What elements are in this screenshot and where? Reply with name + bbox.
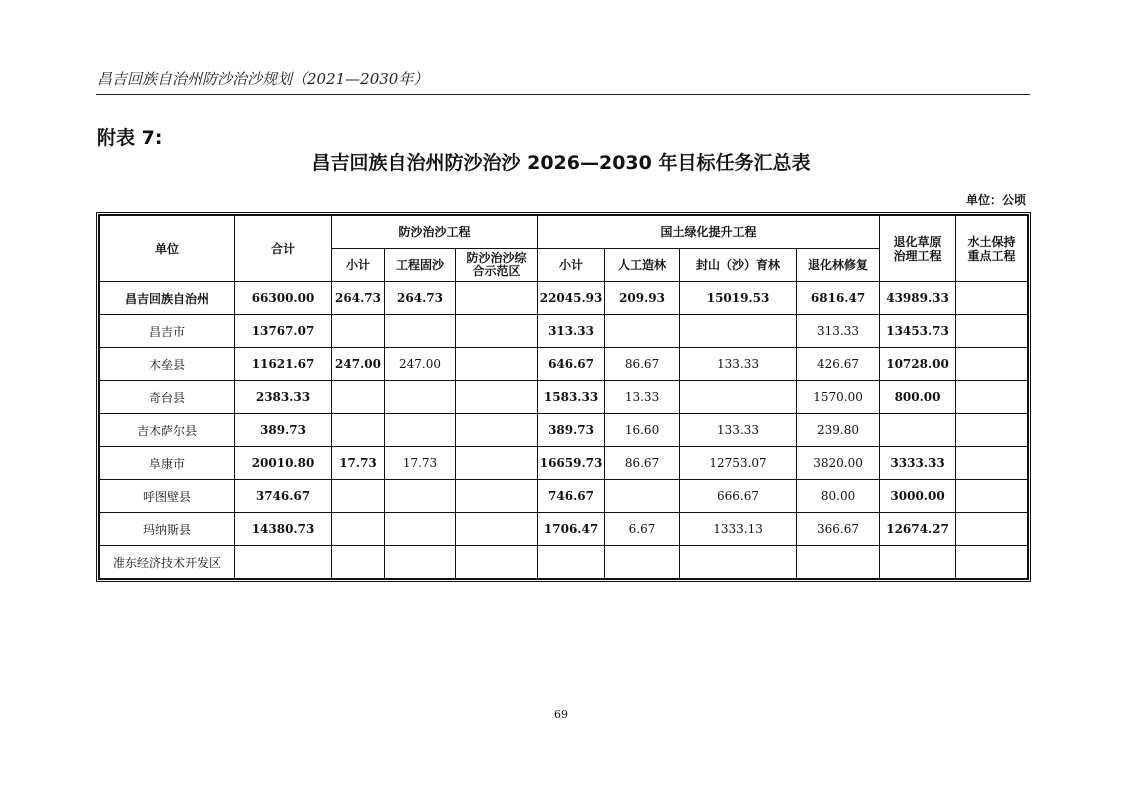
cell-sand-subtotal bbox=[332, 546, 385, 579]
header-sand-subtotal: 小计 bbox=[332, 249, 385, 282]
cell-green-subtotal: 389.73 bbox=[538, 414, 605, 447]
cell-sand-fixing bbox=[385, 381, 456, 414]
cell-soil bbox=[956, 315, 1028, 348]
cell-afforestation: 86.67 bbox=[605, 348, 680, 381]
header-soil-line1: 水土保持 bbox=[967, 234, 1016, 249]
header-grassland bbox=[880, 216, 956, 282]
cell-total bbox=[235, 546, 332, 579]
cell-afforestation: 13.33 bbox=[605, 381, 680, 414]
cell-closure: 12753.07 bbox=[680, 447, 797, 480]
table-row bbox=[100, 480, 1028, 513]
table-row bbox=[100, 315, 1028, 348]
cell-grassland: 3000.00 bbox=[880, 480, 956, 513]
table-frame bbox=[96, 212, 1031, 582]
header-grassland-line2: 治理工程 bbox=[893, 248, 942, 263]
table-row bbox=[100, 447, 1028, 480]
cell-degraded-forest: 426.67 bbox=[797, 348, 880, 381]
cell-unit: 呼图壁县 bbox=[100, 480, 235, 513]
header-sand-fixing: 工程固沙 bbox=[385, 249, 456, 282]
header-greening-group: 国土绿化提升工程 bbox=[538, 216, 880, 249]
cell-soil bbox=[956, 414, 1028, 447]
cell-sand-fixing bbox=[385, 513, 456, 546]
cell-sand-demo bbox=[456, 315, 538, 348]
cell-unit: 玛纳斯县 bbox=[100, 513, 235, 546]
cell-green-subtotal: 313.33 bbox=[538, 315, 605, 348]
cell-sand-subtotal: 247.00 bbox=[332, 348, 385, 381]
cell-unit: 昌吉市 bbox=[100, 315, 235, 348]
cell-degraded-forest: 366.67 bbox=[797, 513, 880, 546]
cell-total: 14380.73 bbox=[235, 513, 332, 546]
cell-sand-subtotal: 264.73 bbox=[332, 282, 385, 315]
table-row bbox=[100, 381, 1028, 414]
header-unit: 单位 bbox=[100, 216, 235, 282]
cell-unit: 准东经济技术开发区 bbox=[100, 546, 235, 579]
cell-soil bbox=[956, 546, 1028, 579]
cell-sand-subtotal bbox=[332, 513, 385, 546]
cell-soil bbox=[956, 282, 1028, 315]
page-number: 69 bbox=[554, 708, 568, 721]
table-row bbox=[100, 546, 1028, 579]
cell-green-subtotal: 1583.33 bbox=[538, 381, 605, 414]
cell-green-subtotal bbox=[538, 546, 605, 579]
header-green-subtotal: 小计 bbox=[538, 249, 605, 282]
cell-afforestation bbox=[605, 546, 680, 579]
cell-green-subtotal: 646.67 bbox=[538, 348, 605, 381]
cell-closure: 1333.13 bbox=[680, 513, 797, 546]
cell-soil bbox=[956, 381, 1028, 414]
cell-sand-demo bbox=[456, 546, 538, 579]
cell-grassland: 13453.73 bbox=[880, 315, 956, 348]
cell-sand-subtotal bbox=[332, 480, 385, 513]
cell-soil bbox=[956, 480, 1028, 513]
cell-total: 2383.33 bbox=[235, 381, 332, 414]
header-soil bbox=[956, 216, 1028, 282]
cell-degraded-forest: 3820.00 bbox=[797, 447, 880, 480]
running-header: 昌吉回族自治州防沙治沙规划（2021—2030年） bbox=[97, 70, 429, 88]
cell-sand-demo bbox=[456, 381, 538, 414]
cell-sand-demo bbox=[456, 348, 538, 381]
cell-sand-fixing: 264.73 bbox=[385, 282, 456, 315]
cell-afforestation bbox=[605, 315, 680, 348]
cell-sand-demo bbox=[456, 447, 538, 480]
cell-total: 11621.67 bbox=[235, 348, 332, 381]
cell-soil bbox=[956, 513, 1028, 546]
cell-total: 389.73 bbox=[235, 414, 332, 447]
cell-unit: 阜康市 bbox=[100, 447, 235, 480]
cell-grassland bbox=[880, 546, 956, 579]
cell-afforestation bbox=[605, 480, 680, 513]
cell-degraded-forest: 239.80 bbox=[797, 414, 880, 447]
header-afforestation: 人工造林 bbox=[605, 249, 680, 282]
cell-degraded-forest: 313.33 bbox=[797, 315, 880, 348]
header-grassland-line1: 退化草原 bbox=[893, 234, 942, 249]
cell-sand-fixing: 247.00 bbox=[385, 348, 456, 381]
cell-closure bbox=[680, 381, 797, 414]
cell-soil bbox=[956, 348, 1028, 381]
cell-sand-demo bbox=[456, 282, 538, 315]
cell-closure bbox=[680, 315, 797, 348]
cell-grassland: 10728.00 bbox=[880, 348, 956, 381]
cell-sand-subtotal bbox=[332, 315, 385, 348]
header-total: 合计 bbox=[235, 216, 332, 282]
cell-green-subtotal: 746.67 bbox=[538, 480, 605, 513]
cell-degraded-forest: 1570.00 bbox=[797, 381, 880, 414]
cell-degraded-forest: 6816.47 bbox=[797, 282, 880, 315]
cell-degraded-forest: 80.00 bbox=[797, 480, 880, 513]
cell-sand-fixing bbox=[385, 546, 456, 579]
header-sand-demo-line1: 防沙治沙综 bbox=[466, 251, 527, 265]
cell-sand-fixing bbox=[385, 480, 456, 513]
table-title: 昌吉回族自治州防沙治沙 2026—2030 年目标任务汇总表 bbox=[311, 152, 811, 174]
cell-grassland: 43989.33 bbox=[880, 282, 956, 315]
cell-total: 66300.00 bbox=[235, 282, 332, 315]
cell-unit: 木垒县 bbox=[100, 348, 235, 381]
cell-closure bbox=[680, 546, 797, 579]
cell-closure: 666.67 bbox=[680, 480, 797, 513]
cell-closure: 15019.53 bbox=[680, 282, 797, 315]
header-soil-line2: 重点工程 bbox=[967, 248, 1016, 263]
header-sand-control-group: 防沙治沙工程 bbox=[332, 216, 538, 249]
header-sand-demo bbox=[456, 249, 538, 282]
cell-closure: 133.33 bbox=[680, 348, 797, 381]
cell-unit: 昌吉回族自治州 bbox=[100, 282, 235, 315]
table-row bbox=[100, 282, 1028, 315]
header-sand-demo-line2: 合示范区 bbox=[472, 264, 521, 278]
cell-sand-subtotal: 17.73 bbox=[332, 447, 385, 480]
cell-total: 20010.80 bbox=[235, 447, 332, 480]
appendix-label: 附表 7: bbox=[97, 127, 163, 149]
cell-sand-fixing bbox=[385, 414, 456, 447]
cell-degraded-forest bbox=[797, 546, 880, 579]
cell-unit: 吉木萨尔县 bbox=[100, 414, 235, 447]
cell-sand-fixing bbox=[385, 315, 456, 348]
cell-afforestation: 86.67 bbox=[605, 447, 680, 480]
table-row bbox=[100, 348, 1028, 381]
cell-afforestation: 209.93 bbox=[605, 282, 680, 315]
cell-grassland: 800.00 bbox=[880, 381, 956, 414]
cell-sand-fixing: 17.73 bbox=[385, 447, 456, 480]
cell-green-subtotal: 22045.93 bbox=[538, 282, 605, 315]
cell-grassland bbox=[880, 414, 956, 447]
summary-table bbox=[99, 215, 1028, 579]
cell-grassland: 3333.33 bbox=[880, 447, 956, 480]
cell-sand-demo bbox=[456, 414, 538, 447]
cell-unit: 奇台县 bbox=[100, 381, 235, 414]
header-row-top bbox=[100, 216, 1028, 249]
header-degraded-forest: 退化林修复 bbox=[797, 249, 880, 282]
cell-soil bbox=[956, 447, 1028, 480]
cell-green-subtotal: 16659.73 bbox=[538, 447, 605, 480]
cell-sand-demo bbox=[456, 480, 538, 513]
cell-sand-subtotal bbox=[332, 381, 385, 414]
cell-afforestation: 6.67 bbox=[605, 513, 680, 546]
header-rule bbox=[96, 94, 1030, 95]
cell-total: 3746.67 bbox=[235, 480, 332, 513]
table-row bbox=[100, 414, 1028, 447]
cell-sand-subtotal bbox=[332, 414, 385, 447]
cell-green-subtotal: 1706.47 bbox=[538, 513, 605, 546]
unit-label: 单位：公顷 bbox=[965, 193, 1026, 207]
cell-closure: 133.33 bbox=[680, 414, 797, 447]
table-row bbox=[100, 513, 1028, 546]
cell-afforestation: 16.60 bbox=[605, 414, 680, 447]
cell-grassland: 12674.27 bbox=[880, 513, 956, 546]
cell-total: 13767.07 bbox=[235, 315, 332, 348]
cell-sand-demo bbox=[456, 513, 538, 546]
header-closure: 封山（沙）育林 bbox=[680, 249, 797, 282]
